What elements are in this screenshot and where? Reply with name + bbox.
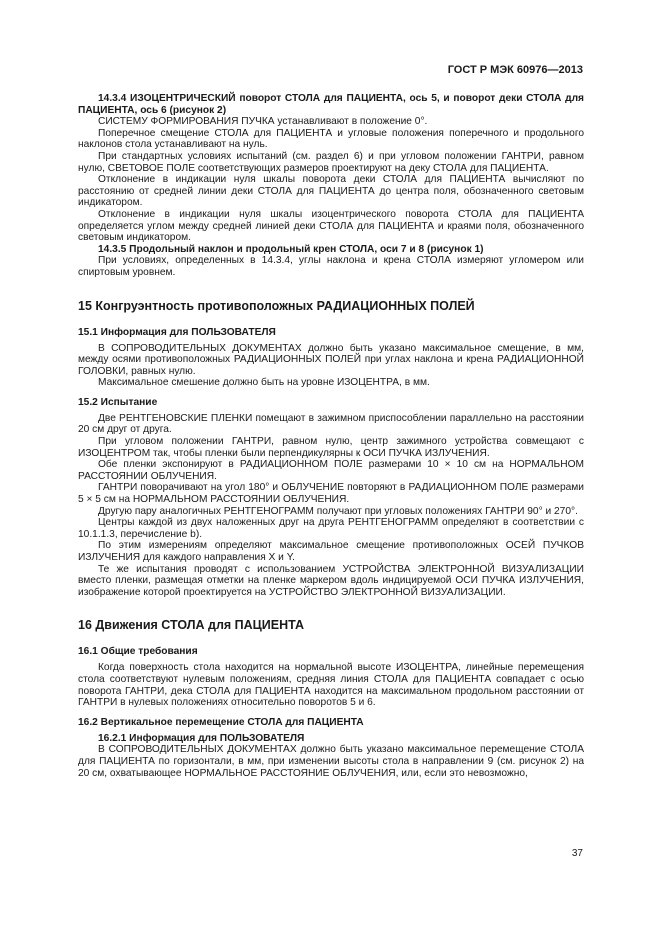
subsection-heading: 16.1 Общие требования <box>78 646 198 658</box>
paragraph: При условиях, определенных в 14.3.4, углы наклона и крена СТОЛА измеряют угломером или спиртовым уровнем. <box>78 255 584 278</box>
document-body <box>78 93 584 779</box>
paragraph: Когда поверхность стола находится на нормальной высоте ИЗОЦЕНТРА, линейные перемещения стола соответствуют нулевым положениям, средняя линия СТОЛА для ПАЦИЕНТА совпадает с осью поворота ГАНТРИ, дека СТОЛА для ПАЦИЕНТА находится на максимальном продольном расстоянии от ГАНТРИ в нулевых положениях относительно поворотов 5 и 6. <box>78 662 584 709</box>
paragraph: Центры каждой из двух наложенных друг на друга РЕНТГЕНОГРАММ определяют в соответствии с 10.1.1.3, перечисление b). <box>78 517 584 540</box>
paragraph: Обе пленки экспонируют в РАДИАЦИОННОМ ПОЛЕ размерами 10 × 10 см на НОРМАЛЬНОМ РАССТОЯНИИ ОБЛУЧЕНИЯ. <box>78 459 584 482</box>
subsection-heading: 15.2 Испытание <box>78 396 158 408</box>
paragraph: В СОПРОВОДИТЕЛЬНЫХ ДОКУМЕНТАХ должно быть указано максимальное перемещение СТОЛА для ПАЦИЕНТА по горизонтали, в мм, при изменении высоты стола в направлении 9 (см. рисунок 2) на 20 см, охватывающее НОРМАЛЬНОЕ РАССТОЯНИЕ ОБЛУЧЕНИЯ, или, если это невозможно, <box>78 744 584 779</box>
clause-heading: 14.3.4 ИЗОЦЕНТРИЧЕСКИЙ поворот СТОЛА для ПАЦИЕНТА, ось 5, и поворот деки СТОЛА для ПАЦИЕНТА, ось 6 (рисунок 2) <box>78 93 584 116</box>
paragraph: При угловом положении ГАНТРИ, равном нулю, центр зажимного устройства совмещают с ИЗОЦЕНТРОМ так, чтобы пленки были перпендикулярны к ОСИ ПУЧКА ИЗЛУЧЕНИЯ. <box>78 436 584 459</box>
paragraph: СИСТЕМУ ФОРМИРОВАНИЯ ПУЧКА устанавливают в положение 0°. <box>98 116 428 128</box>
subsection-heading: 16.2 Вертикальное перемещение СТОЛА для ПАЦИЕНТА <box>78 716 364 728</box>
paragraph: В СОПРОВОДИТЕЛЬНЫХ ДОКУМЕНТАХ должно быть указано максимальное смещение, в мм, между осями противоположных РАДИАЦИОННЫХ ПОЛЕЙ при углах наклона и крена РАДИАЦИОННОЙ ГОЛОВКИ, равных нулю. <box>78 342 584 377</box>
paragraph: При стандартных условиях испытаний (см. раздел 6) и при угловом положении ГАНТРИ, равном нулю, СВЕТОВОЕ ПОЛЕ соответствующих размеров проектируют на деку СТОЛА для ПАЦИЕНТА. <box>78 150 584 174</box>
paragraph: Поперечное смещение СТОЛА для ПАЦИЕНТА и угловые положения поперечного и продольного наклонов стола устанавливают на нуль. <box>78 127 584 151</box>
section-heading: 16 Движения СТОЛА для ПАЦИЕНТА <box>78 618 305 633</box>
paragraph: Максимальное смешение должно быть на уровне ИЗОЦЕНТРА, в мм. <box>98 377 430 389</box>
section-heading: 15 Конгруэнтность противоположных РАДИАЦИОННЫХ ПОЛЕЙ <box>78 298 475 313</box>
paragraph: Те же испытания проводят с использованием УСТРОЙСТВА ЭЛЕКТРОННОЙ ВИЗУАЛИЗАЦИИ вместо пленки, размещая отметки на пленке маркером вдоль индицируемой ОСИ ПУЧКА ИЗЛУЧЕНИЯ, изображение которой проектируется на УСТРОЙСТВО ЭЛЕКТРОННОЙ ВИЗУАЛИЗАЦИИ. <box>78 563 584 598</box>
paragraph: Отклонение в индикации нуля шкалы поворота деки СТОЛА для ПАЦИЕНТА вычисляют по расстоянию от средней линии деки СТОЛА для ПАЦИЕНТА до центра поля, обозначенного световым индикатором. <box>78 174 584 209</box>
subsection-heading: 15.1 Информация для ПОЛЬЗОВАТЕЛЯ <box>78 326 276 338</box>
clause-heading: 16.2.1 Информация для ПОЛЬЗОВАТЕЛЯ <box>98 732 305 744</box>
clause-heading: 14.3.5 Продольный наклон и продольный крен СТОЛА, оси 7 и 8 (рисунок 1) <box>98 243 484 255</box>
document-header: ГОСТ Р МЭК 60976—2013 <box>447 64 583 76</box>
paragraph: По этим измерениям определяют максимальное смещение противоположных ОСЕЙ ПУЧКОВ ИЗЛУЧЕНИЯ для каждого направления X и Y. <box>78 540 584 563</box>
paragraph: Две РЕНТГЕНОВСКИЕ ПЛЕНКИ помещают в зажимном приспособлении параллельно на расстоянии 20 см друг от друга. <box>78 412 584 436</box>
paragraph: Отклонение в индикации нуля шкалы изоцентрического поворота СТОЛА для ПАЦИЕНТА определяется углом между средней линией деки СТОЛА для ПАЦИЕНТА и краями поля, обозначенного световым индикатором. <box>78 208 584 244</box>
paragraph: ГАНТРИ поворачивают на угол 180° и ОБЛУЧЕНИЕ повторяют в РАДИАЦИОННОМ ПОЛЕ размерами 5 × 5 см на НОРМАЛЬНОМ РАССТОЯНИИ ОБЛУЧЕНИЯ. <box>78 482 584 506</box>
paragraph: Другую пару аналогичных РЕНТГЕНОГРАММ получают при угловых положениях ГАНТРИ 90° и 270°. <box>98 505 578 517</box>
page-number: 37 <box>571 848 583 859</box>
